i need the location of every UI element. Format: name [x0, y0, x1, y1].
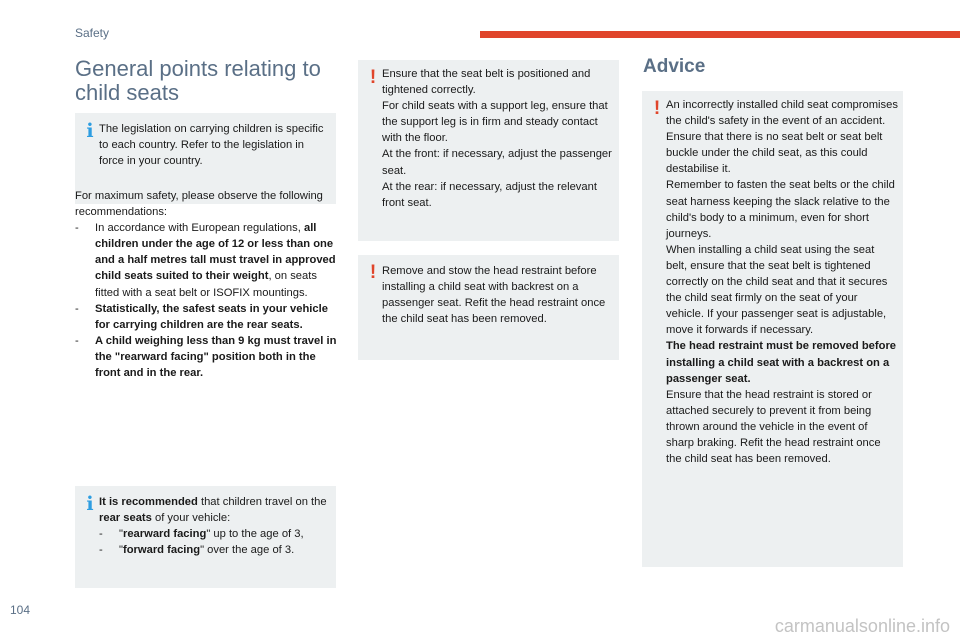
- list-item: [99, 526, 331, 542]
- recommendations: [75, 188, 337, 381]
- advice-line: Ensure that the head restraint is stored or attached securely to prevent it from being thrown around the vehicle in the event of sharp braking. Refit the head restraint once the child seat has been removed.: [666, 388, 881, 466]
- info-lead-bold: It is recommended: [99, 496, 198, 508]
- advice-line: Remember to fasten the seat belts or the child seat harness keeping the slack relative to the child's body to a minimum, even for short journeys.: [666, 179, 895, 240]
- list-text-bold: all children under the age of 12 or less than one and a half metres tall must travel in approved child seats suited to their weight: [95, 222, 336, 283]
- warning-icon: !: [369, 262, 377, 283]
- info-icon: i: [86, 493, 94, 515]
- list-text-bold: Statistically, the safest seats in your vehicle for carrying children are the rear seats.: [95, 302, 328, 331]
- warning-box-head-restraint: [358, 255, 619, 360]
- section-label: Safety: [75, 26, 110, 40]
- advice-title: Advice: [643, 56, 706, 77]
- info-box-text: The legislation on carrying children is specific to each country. Refer to the legislation in force in your country.: [99, 123, 324, 168]
- warning-icon: !: [653, 98, 661, 119]
- list-item: [75, 333, 337, 381]
- list-text-bold: rearward facing: [122, 528, 207, 541]
- info-box-rear-seats: [75, 486, 336, 588]
- list-text-bold: A child weighing less than 9 kg must travel in the "rearward facing" position both in the front and in the rear.: [95, 334, 337, 380]
- warning-text: Remove and stow the head restraint before installing a child seat with backrest on a passenger seat. Refit the head restraint once the child seat has been removed.: [382, 265, 606, 326]
- warning-line: At the rear: if necessary, adjust the relevant front seat.: [382, 180, 597, 209]
- info-lead-bold: rear seats: [99, 512, 152, 525]
- info-lead-text: that children travel on the: [197, 496, 327, 508]
- list-dash: -: [75, 302, 79, 315]
- warning-icon: !: [369, 67, 377, 88]
- list-item: [99, 542, 331, 558]
- warning-line: At the front: if necessary, adjust the passenger seat.: [382, 148, 612, 177]
- advice-line: Ensure that there is no seat belt or seat belt buckle under the child seat, as this could destabilise it.: [666, 131, 883, 176]
- list-dash: -: [75, 222, 79, 235]
- advice-bold-line: The head restraint must be removed before installing a child seat with a backrest on a passenger seat.: [666, 340, 897, 385]
- quote-mark: ": [119, 544, 123, 557]
- header-accent-bar: [480, 31, 960, 38]
- list-dash: -: [99, 544, 103, 557]
- list-text-bold: forward facing: [122, 544, 201, 557]
- list-text: " up to the age of 3,: [206, 528, 304, 541]
- list-text: , on seats fitted with a seat belt or ISOFIX mountings.: [95, 270, 317, 299]
- list-text: " over the age of 3.: [200, 544, 295, 557]
- list-item: [75, 220, 337, 300]
- list-item: [75, 301, 337, 333]
- advice-line: When installing a child seat using the seat belt, ensure that the seat belt is tightened correctly on the child seat and that it secures the child seat firmly on the seat of your vehicle. If your passenger seat is adjustable, move it forwards if necessary.: [666, 243, 888, 337]
- quote-mark: ": [119, 528, 123, 541]
- warning-box-seat-belt: [358, 60, 619, 241]
- recommendations-intro: For maximum safety, please observe the following recommendations:: [75, 190, 323, 219]
- info-lead-text: of your vehicle:: [151, 512, 231, 525]
- info-icon: i: [86, 120, 94, 142]
- list-dash: -: [99, 528, 103, 541]
- warning-box-advice: [642, 91, 903, 567]
- advice-line: An incorrectly installed child seat compromises the child's safety in the event of an accident.: [666, 99, 898, 128]
- list-text: In accordance with European regulations,: [95, 222, 304, 235]
- page-title: General points relating to child seats: [75, 56, 321, 105]
- list-dash: -: [75, 334, 79, 347]
- page-number: 104: [10, 603, 31, 617]
- warning-line: Ensure that the seat belt is positioned and tightened correctly.: [382, 68, 591, 97]
- warning-line: For child seats with a support leg, ensure that the support leg is in firm and steady contact with the floor.: [382, 100, 608, 145]
- watermark: carmanualsonline.info: [774, 616, 950, 636]
